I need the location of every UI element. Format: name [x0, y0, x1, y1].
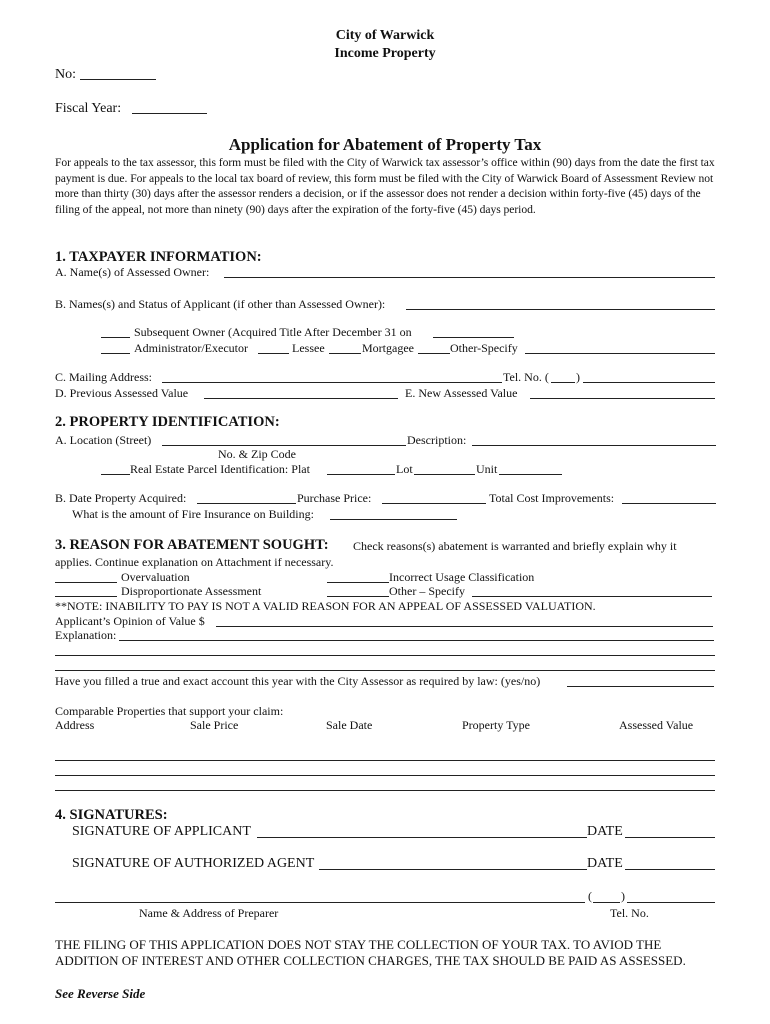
- section1-heading: 1. TAXPAYER INFORMATION:: [55, 249, 262, 265]
- parcel-check[interactable]: [101, 474, 130, 475]
- mailing-label: C. Mailing Address:: [55, 370, 153, 384]
- no-field[interactable]: [80, 79, 156, 80]
- subsequent-owner-label: Subsequent Owner (Acquired Title After December 31 on: [134, 325, 412, 339]
- section4-heading: 4. SIGNATURES:: [55, 807, 168, 823]
- preparer-tel-area-field[interactable]: [593, 902, 620, 903]
- other-reason-field[interactable]: [472, 596, 712, 597]
- administrator-check[interactable]: [101, 353, 130, 354]
- applicant-label: B. Names(s) and Status of Applicant (if other than Assessed Owner):: [55, 297, 386, 311]
- form-subtitle: Income Property: [334, 46, 436, 61]
- city-name: City of Warwick: [335, 28, 435, 43]
- section2-heading: 2. PROPERTY IDENTIFICATION:: [55, 414, 280, 430]
- opinion-field[interactable]: [216, 626, 713, 627]
- explanation-field[interactable]: [119, 640, 714, 641]
- agent-date-label: DATE: [587, 856, 623, 871]
- insurance-field[interactable]: [330, 519, 457, 520]
- mortgagee-label: Mortgagee: [362, 341, 414, 355]
- agent-signature-field[interactable]: [319, 869, 587, 870]
- date-acquired-field[interactable]: [197, 503, 296, 504]
- account-answer-field[interactable]: [567, 686, 714, 687]
- mailing-field[interactable]: [162, 382, 502, 383]
- improvements-field[interactable]: [622, 503, 716, 504]
- location-field[interactable]: [162, 445, 406, 446]
- agent-signature-label: SIGNATURE OF AUTHORIZED AGENT: [72, 856, 315, 871]
- administrator-label: Administrator/Executor: [134, 341, 248, 355]
- col-assessed-value: Assessed Value: [619, 718, 694, 732]
- lessee-check[interactable]: [258, 353, 289, 354]
- other-check[interactable]: [418, 353, 450, 354]
- other-specify-field[interactable]: [525, 353, 715, 354]
- date-acquired-label: B. Date Property Acquired:: [55, 491, 187, 505]
- col-sale-price: Sale Price: [190, 718, 239, 732]
- comparable-row-3[interactable]: [55, 790, 715, 791]
- intro-paragraph: For appeals to the tax assessor, this form must be filed with the City of Warwick tax assessor’s office within (90) days from the date the first tax payment is due. For appeals to the local tax board of review, this form must be filed with the City of Warwick Board of Assessment Review not more than thirty (30) days after the assessor renders a decision, or if the assessor does not render a decision within forty-five (45) days of the filing of the appeal, not more than ninety (90) days after the expiration of the forty-five (45) days period.: [55, 156, 715, 216]
- subsequent-owner-check[interactable]: [101, 337, 130, 338]
- preparer-tel-open: (: [588, 889, 592, 903]
- section3-heading-tail: Check reasons(s) abatement is warranted and briefly explain why it: [353, 539, 677, 553]
- applicant-field[interactable]: [406, 309, 715, 310]
- applicant-signature-label: SIGNATURE OF APPLICANT: [72, 824, 251, 839]
- col-property-type: Property Type: [462, 718, 530, 732]
- comparable-label: Comparable Properties that support your claim:: [55, 704, 284, 718]
- overvaluation-label: Overvaluation: [121, 570, 190, 584]
- page-title: Application for Abatement of Property Tax: [228, 135, 542, 154]
- location-label: A. Location (Street): [55, 433, 152, 447]
- tel-close: ): [576, 370, 580, 384]
- insurance-label: What is the amount of Fire Insurance on Building:: [72, 507, 314, 521]
- fiscal-year-label: Fiscal Year:: [55, 101, 122, 116]
- incorrect-usage-label: Incorrect Usage Classification: [389, 570, 535, 584]
- plat-field[interactable]: [327, 474, 395, 475]
- purchase-price-label: Purchase Price:: [297, 491, 372, 505]
- new-value-field[interactable]: [530, 398, 715, 399]
- zip-sublabel: No. & Zip Code: [218, 447, 296, 461]
- comparable-row-2[interactable]: [55, 775, 715, 776]
- col-address: Address: [55, 718, 95, 732]
- previous-value-label: D. Previous Assessed Value: [55, 386, 189, 400]
- inability-note: **NOTE: INABILITY TO PAY IS NOT A VALID REASON FOR AN APPEAL OF ASSESSED VALUATION.: [55, 599, 596, 613]
- new-value-label: E. New Assessed Value: [405, 386, 518, 400]
- explanation-line-3[interactable]: [55, 670, 715, 671]
- fiscal-year-field[interactable]: [132, 113, 207, 114]
- subsequent-date-field[interactable]: [433, 337, 514, 338]
- tel-label: Tel. No. (: [503, 370, 549, 384]
- unit-field[interactable]: [499, 474, 562, 475]
- owner-field[interactable]: [224, 277, 715, 278]
- mortgagee-check[interactable]: [329, 353, 361, 354]
- improvements-label: Total Cost Improvements:: [489, 491, 615, 505]
- tel-area-field[interactable]: [551, 382, 575, 383]
- continue-note: applies. Continue explanation on Attachment if necessary.: [55, 555, 334, 569]
- unit-label: Unit: [476, 462, 498, 476]
- other-reason-check[interactable]: [327, 596, 389, 597]
- overvaluation-check[interactable]: [55, 582, 117, 583]
- description-field[interactable]: [472, 445, 716, 446]
- purchase-price-field[interactable]: [382, 503, 486, 504]
- tel-number-field[interactable]: [583, 382, 715, 383]
- preparer-tel-label: Tel. No.: [610, 906, 649, 920]
- opinion-label: Applicant’s Opinion of Value $: [55, 614, 205, 628]
- collection-warning: THE FILING OF THIS APPLICATION DOES NOT STAY THE COLLECTION OF YOUR TAX. TO AVIOD THE ADDITION OF INTEREST AND OTHER COLLECTION CHARGES, THE TAX SHOULD BE PAID AS ASSESSED.: [55, 937, 686, 968]
- account-question: Have you filled a true and exact account this year with the City Assessor as required by law: (yes/no): [55, 674, 541, 688]
- description-label: Description:: [407, 433, 467, 447]
- incorrect-usage-check[interactable]: [327, 582, 389, 583]
- preparer-tel-field[interactable]: [627, 902, 715, 903]
- preparer-field[interactable]: [55, 902, 585, 903]
- lessee-label: Lessee: [292, 341, 325, 355]
- previous-value-field[interactable]: [204, 398, 398, 399]
- applicant-date-label: DATE: [587, 824, 623, 839]
- see-reverse-side: See Reverse Side: [55, 986, 146, 1001]
- col-sale-date: Sale Date: [326, 718, 373, 732]
- other-reason-label: Other – Specify: [389, 584, 465, 598]
- preparer-label: Name & Address of Preparer: [139, 906, 279, 920]
- lot-label: Lot: [396, 462, 413, 476]
- comparable-row-1[interactable]: [55, 760, 715, 761]
- owner-label: A. Name(s) of Assessed Owner:: [55, 265, 210, 279]
- parcel-label: Real Estate Parcel Identification: Plat: [130, 462, 310, 476]
- applicant-date-field[interactable]: [625, 837, 715, 838]
- explanation-line-2[interactable]: [55, 655, 715, 656]
- applicant-signature-field[interactable]: [257, 837, 587, 838]
- explanation-label: Explanation:: [55, 628, 117, 642]
- section3-heading: 3. REASON FOR ABATEMENT SOUGHT:: [55, 537, 329, 553]
- preparer-tel-close: ): [621, 889, 625, 903]
- other-specify-label: Other-Specify: [450, 341, 518, 355]
- lot-field[interactable]: [414, 474, 475, 475]
- agent-date-field[interactable]: [625, 869, 715, 870]
- disproportionate-check[interactable]: [55, 596, 117, 597]
- no-label: No:: [55, 67, 76, 82]
- disproportionate-label: Disproportionate Assessment: [121, 584, 262, 598]
